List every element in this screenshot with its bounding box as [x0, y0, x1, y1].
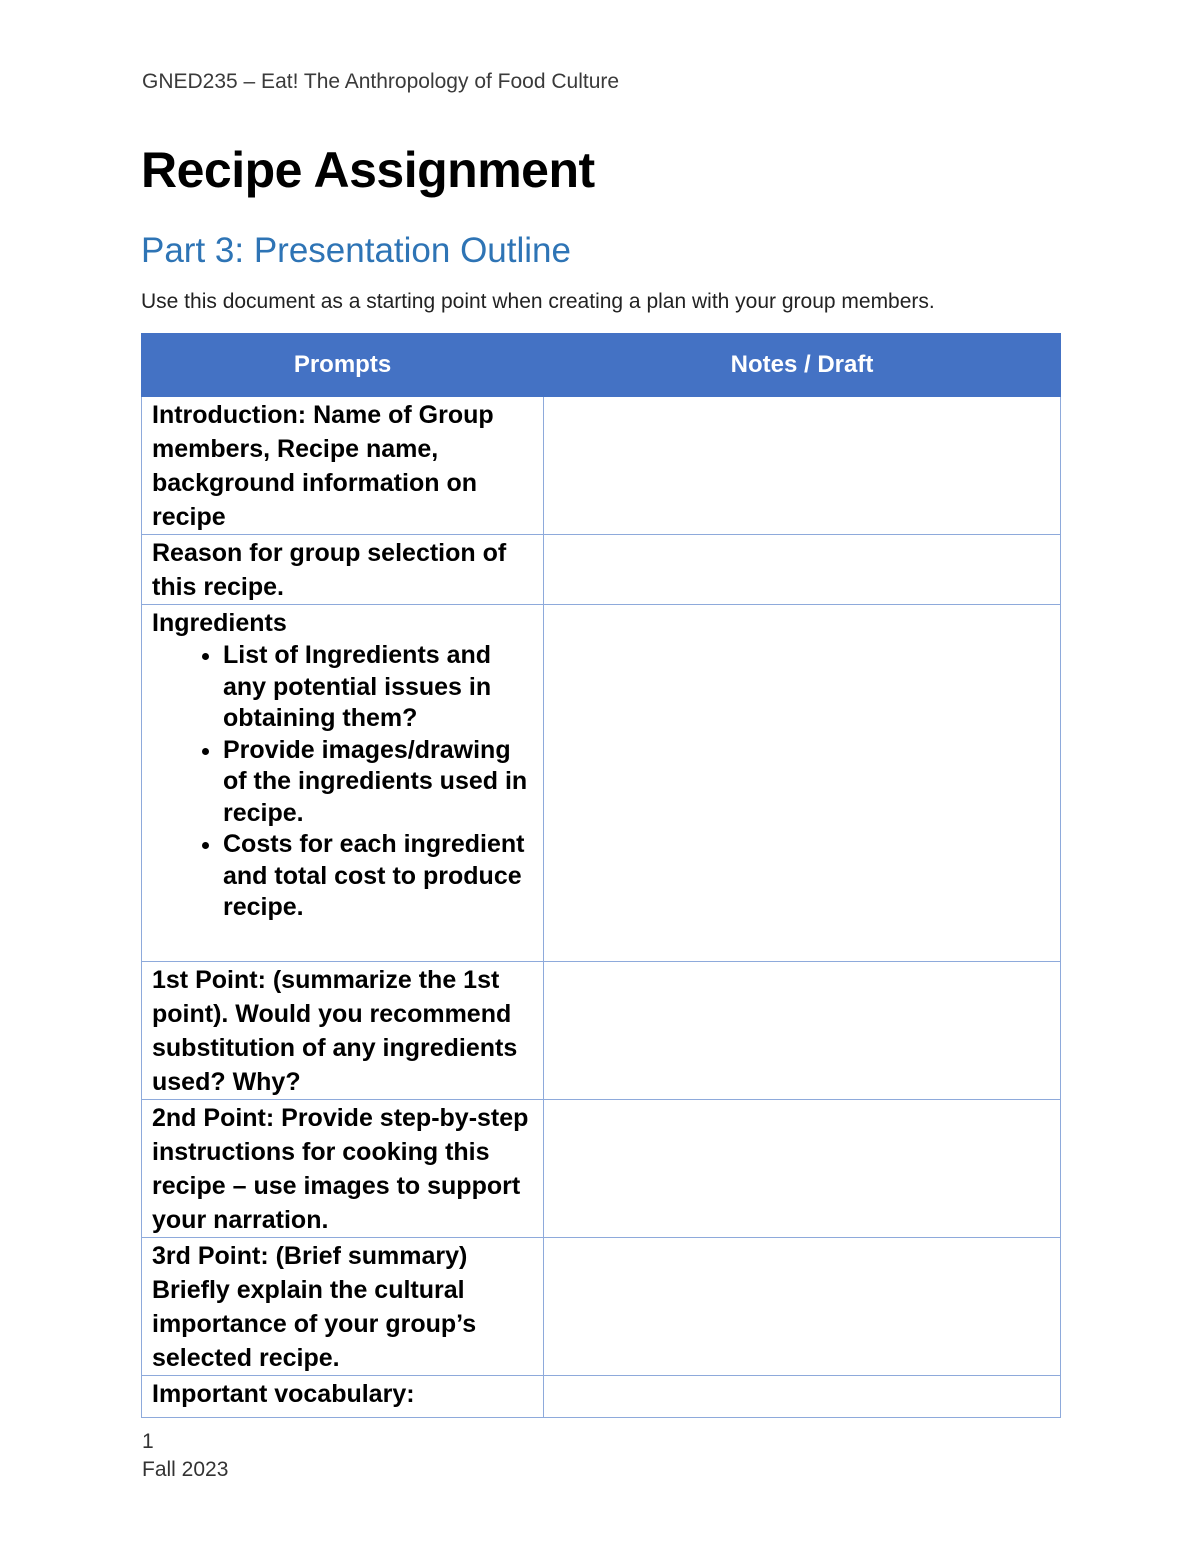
- list-item: • Costs for each ingredient and total cost to produce recipe.: [223, 829, 533, 924]
- notes-cell[interactable]: [544, 1238, 1061, 1376]
- notes-cell[interactable]: [544, 962, 1061, 1100]
- notes-cell[interactable]: [544, 605, 1061, 962]
- table-row: [142, 1100, 1061, 1238]
- list-item: • Provide images/drawing of the ingredients used in recipe.: [223, 735, 533, 830]
- table-header-row: [142, 334, 1061, 397]
- notes-cell[interactable]: [544, 535, 1061, 605]
- table-row: [142, 535, 1061, 605]
- list-item: • List of Ingredients and any potential issues in obtaining them?: [223, 640, 533, 735]
- notes-cell[interactable]: [544, 1100, 1061, 1238]
- prompt-cell: Important vocabulary:: [142, 1376, 544, 1418]
- prompt-cell: 3rd Point: (Brief summary) Briefly explain the cultural importance of your group’s selected recipe.: [142, 1238, 544, 1376]
- table-row: [142, 1376, 1061, 1418]
- prompt-cell: Introduction: Name of Group members, Recipe name, background information on recipe: [142, 397, 544, 535]
- prompt-cell: 2nd Point: Provide step-by-step instructions for cooking this recipe – use images to support your narration.: [142, 1100, 544, 1238]
- document-title: Recipe Assignment: [141, 142, 595, 198]
- document-subtitle: Part 3: Presentation Outline: [141, 231, 571, 270]
- table-row: [142, 397, 1061, 535]
- header-prompts: Prompts: [142, 334, 544, 397]
- prompt-cell: 1st Point: (summarize the 1st point). Would you recommend substitution of any ingredients used? Why?: [142, 962, 544, 1100]
- table-row: [142, 605, 1061, 962]
- notes-cell[interactable]: [544, 1376, 1061, 1418]
- page-number: 1: [142, 1430, 154, 1453]
- prompt-cell: Reason for group selection of this recipe.: [142, 535, 544, 605]
- intro-text: Use this document as a starting point when creating a plan with your group members.: [141, 290, 935, 313]
- notes-cell[interactable]: [544, 397, 1061, 535]
- outline-table: [141, 333, 1061, 1418]
- footer-term: Fall 2023: [142, 1458, 229, 1481]
- ingredients-label: Ingredients: [152, 609, 287, 637]
- header-notes: Notes / Draft: [544, 334, 1061, 397]
- table-row: [142, 962, 1061, 1100]
- ingredients-list: [152, 640, 533, 924]
- table-row: [142, 1238, 1061, 1376]
- prompt-cell: [142, 605, 544, 962]
- course-header: GNED235 – Eat! The Anthropology of Food Culture: [142, 70, 620, 93]
